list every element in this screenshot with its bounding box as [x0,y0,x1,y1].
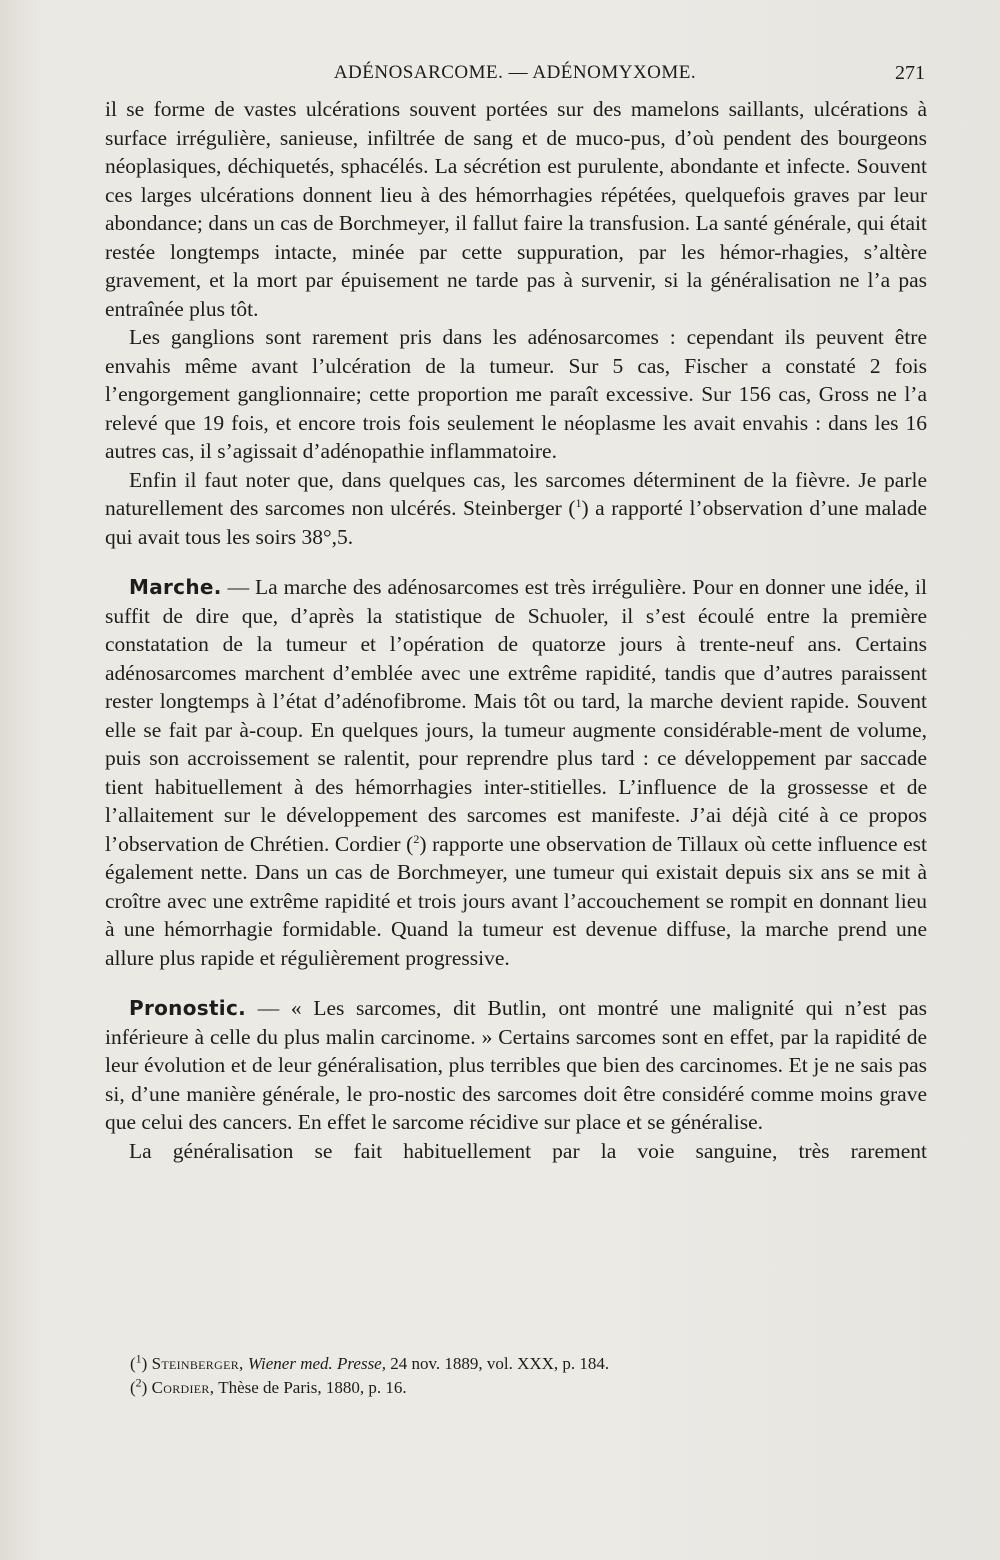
footnote-1: ($^1$) Steinberger, Wiener med. Presse, 24 nov. 1889, vol. XXX, p. 184. [130,1351,610,1373]
paragraph-fievre-text-b: ) a rapporté l’observation d’une malade qui avait tous les soirs 38°,5. [105,496,927,549]
paragraph-ulcerations: il se forme de vastes ulcérations souvent portées sur des mamelons saillants, ulcérations à surface irrégulière, sanieuse, infiltrée de sang et de muco-pus, d’où pendent des bourgeons néoplasiques, déchiquetés, sphacélés. La sécrétion est purulente, abondante et infecte. Souvent ces larges ulcérations donnent lieu à des hémorrhagies répétées, quelquefois graves par leur abondance; dans un cas de Borchmeyer, il fallut faire la transfusion. La santé générale, qui était restée longtemps intacte, minée par cette suppuration, par les hémor-rhagies, s’altère gravement, et la mort par épuisement ne tarde pas à survenir, si la généralisation ne l’a pas entraînée plus tôt. [105,97,927,321]
footnote-details: 24 nov. 1889, vol. XXX, p. 184. [385,1354,610,1373]
footnote-author: Steinberger, [151,1354,244,1373]
footnote-ref-1: 1 [575,495,582,510]
paragraph-generalisation: La généralisation se fait habituellement par la voie sanguine, très rarement [129,1138,927,1163]
paragraph-marche [105,573,927,972]
running-title: ADÉNOSARCOME. — ADÉNOMYXOME. [333,62,697,83]
paragraph-pronostic-text: — « Les sarcomes, dit Butlin, ont montré une malignité qui n’est pas inférieure à celle du plus malin carcinome. » Certains sarcomes sont en effet, par la rapidité de leur évolution et de leur généralisation, plus terribles que bien des carcinomes. Et je ne sais pas si, d’une manière générale, le pro-nostic des sarcomes doit être considéré comme moins grave que celui des cancers. En effet le sarcome récidive sur place et se généralise. [105,996,927,1134]
paragraph-fievre-text-a: Enfin il faut noter que, dans quelques cas, les sarcomes déterminent de la fièvre. Je parle naturellement des sarcomes non ulcérés. Steinberger ( [105,467,927,520]
footnote-ref-2: 2 [413,831,420,846]
paragraph-ganglions: Les ganglions sont rarement pris dans les adénosarcomes : cependant ils peuvent être envahis même avant l’ulcération de la tumeur. Sur 5 cas, Fischer a constaté 2 fois l’engorgement ganglionnaire; cette proportion me paraît excessive. Sur 156 cas, Gross ne l’a relevé que 19 fois, et encore trois fois seulement le néoplasme les avait envahis : dans les 16 autres cas, il s’agissait d’adénopathie inflammatoire. [105,325,927,463]
page-number: 271 [895,62,925,84]
footnote-source: Wiener med. Presse, [247,1354,386,1373]
footnote-mark: 1 [135,1351,142,1366]
body-text [105,95,927,1165]
footnote-author: Cordier, [151,1378,215,1397]
footnote-mark: 2 [135,1375,142,1390]
section-heading-pronostic: Pronostic. [129,996,247,1020]
paragraph-fievre [105,466,927,552]
paragraph-marche-text-a: — La marche des adénosarcomes est très irrégulière. Pour en donner une idée, il suffit de dire que, d’après la statistique de Schuoler, il s’est écoulé entre la première constatation de la tumeur et l’opération de quatorze jours à trente-neuf ans. Certains adénosarcomes marchent d’emblée avec une extrême rapidité, tandis que d’autres paraissent rester longtemps à l’état d’adénofibrome. Mais tôt ou tard, la marche devient rapide. Souvent elle se fait par à-coup. En quelques jours, la tumeur augmente considérable-ment de volume, puis son accroissement se ralentit, pour reprendre plus tard : ce développement par saccade tient habituellement à des hémorrhagies inter-stitielles. L’influence de la grossesse et de l’allaitement sur le développement des sarcomes est manifeste. J’ai déjà cité à ce propos l’observation de Chrétien. Cordier ( [105,575,927,856]
paragraph-pronostic [105,994,927,1137]
footnotes [130,1352,890,1400]
footnote-2: ($^2$) Cordier, Thèse de Paris, 1880, p. 16. [130,1375,407,1397]
running-head [105,62,925,88]
section-heading-marche: Marche. [129,575,222,599]
footnote-details: Thèse de Paris, 1880, p. 16. [214,1378,407,1397]
paragraph-marche-text-b: ) rapporte une observation de Tillaux où cette influence est également nette. Dans un cas de Borchmeyer, une tumeur qui existait depuis six ans se mit à croître avec une extrême rapidité et trois jours avant l’accouchement se rompit en donnant lieu à une hémorrhagie formidable. Quand la tumeur est devenue diffuse, la marche prend une allure plus rapide et régulièrement progressive. [105,831,927,970]
